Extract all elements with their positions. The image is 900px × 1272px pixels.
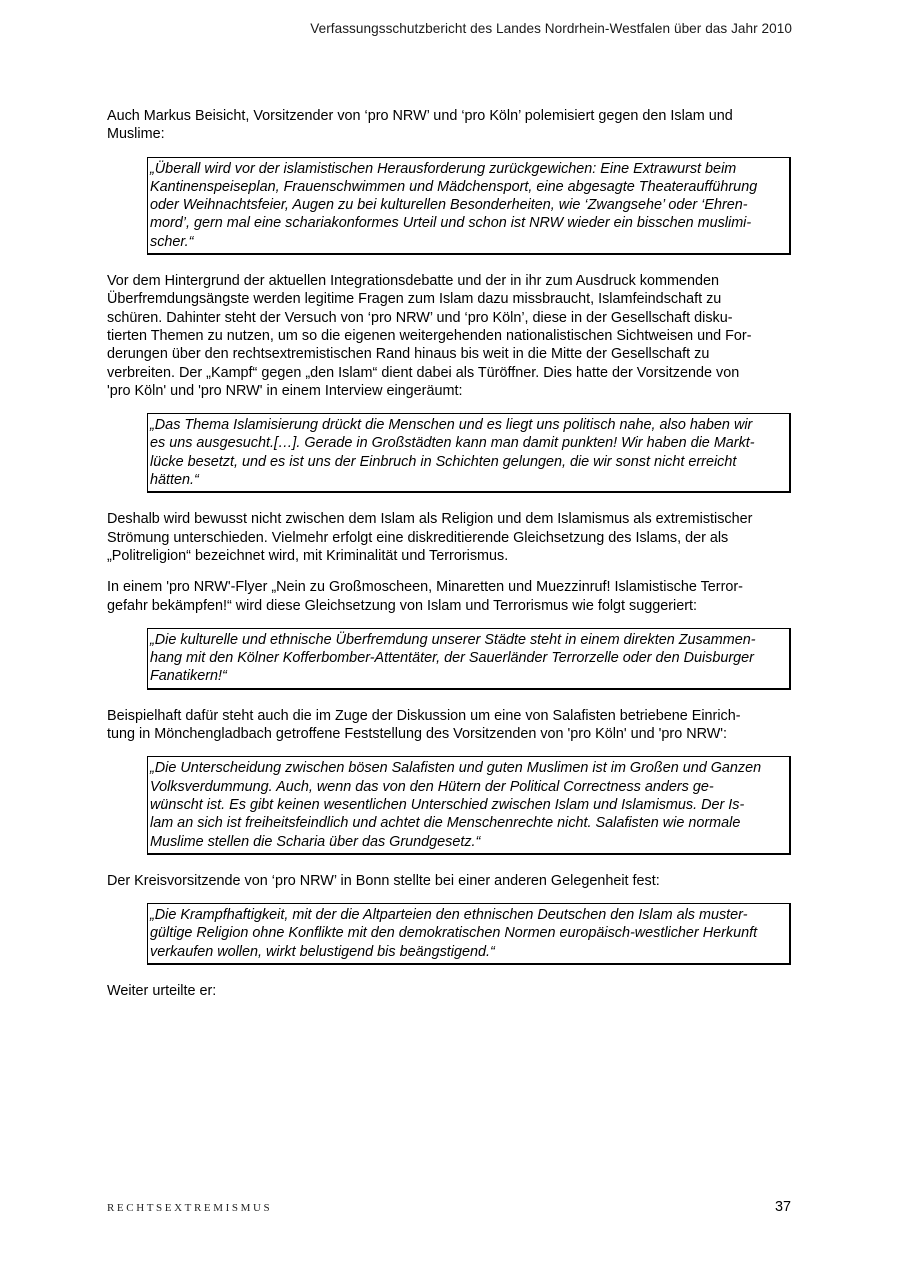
quote-line: es uns ausgesucht.[…]. Gerade in Großstädten kann man damit punkten! Wir haben die Markt- <box>150 435 755 452</box>
quote-line: lam an sich ist freiheitsfeindlich und achtet die Menschenrechte nicht. Salafisten wie normale <box>150 815 741 832</box>
quote-line: „Die Unterscheidung zwischen bösen Salafisten und guten Muslimen ist im Großen und Ganzen <box>150 760 762 777</box>
text-line: Überfremdungsängste werden legitime Fragen zum Islam dazu missbraucht, Islamfeindschaft zu <box>107 291 722 308</box>
page-body <box>107 107 790 1013</box>
text-line: Strömung unterschieden. Vielmehr erfolgt eine diskreditierende Gleichsetzung des Islams, der als <box>107 529 729 546</box>
paragraph-gleichsetzung <box>107 510 790 565</box>
quote-line: „Überall wird vor der islamistischen Herausforderung zurückgewichen: Eine Extrawurst beim <box>150 160 737 177</box>
text-line: Muslime: <box>107 126 165 143</box>
text-line: Beispielhaft dafür steht auch die im Zuge der Diskussion um eine von Salafisten betriebene Einrich- <box>107 707 741 724</box>
quote-line: Fanatikern!“ <box>150 668 227 685</box>
paragraph-flyer <box>107 578 790 615</box>
paragraph-salafisten <box>107 707 790 744</box>
quote-line: „Die kulturelle und ethnische Überfremdung unserer Städte steht in einem direkten Zusammen- <box>150 631 756 648</box>
quote-line: lücke besetzt, und es ist uns der Einbruch in Schichten gelungen, die wir sonst nicht erreicht <box>150 453 737 470</box>
page-number: 37 <box>774 1199 791 1215</box>
quote-line: „Die Krampfhaftigkeit, mit der die Altparteien den ethnischen Deutschen den Islam als muster- <box>150 907 748 924</box>
text-line: gefahr bekämpfen!“ wird diese Gleichsetzung von Islam und Terrorismus wie folgt suggeriert: <box>107 597 698 614</box>
quote-box-ueberfremdung <box>147 628 791 690</box>
running-header: Verfassungsschutzbericht des Landes Nordrhein-Westfalen über das Jahr 2010 <box>310 21 792 36</box>
quote-box-islamisierung <box>147 413 791 493</box>
quote-box-unterscheidung <box>147 756 791 854</box>
text-line: 'pro Köln' und 'pro NRW' in einem Interview eingeräumt: <box>107 382 463 399</box>
quote-box-krampfhaftigkeit <box>147 903 791 965</box>
paragraph-weiter <box>107 982 790 1000</box>
quote-line: mord’, gern mal eine schariakonformes Urteil und schon ist NRW wieder ein bisschen muslimi- <box>150 215 752 232</box>
quote-line: gültige Religion ohne Konflikte mit den demokratischen Normen europäisch-westlicher Herkunft <box>150 925 758 942</box>
text-line: Der Kreisvorsitzende von ‘pro NRW’ in Bonn stellte bei einer anderen Gelegenheit fest: <box>107 872 660 889</box>
text-line: schüren. Dahinter steht der Versuch von ‘pro NRW’ und ‘pro Köln’, diese in der Gesellschaft disku- <box>107 309 733 326</box>
text-line: Auch Markus Beisicht, Vorsitzender von ‘pro NRW’ und ‘pro Köln’ polemisiert gegen den Islam und <box>107 108 733 124</box>
text-line: Weiter urteilte er: <box>107 982 217 999</box>
text-line: Deshalb wird bewusst nicht zwischen dem Islam als Religion und dem Islamismus als extremistischer <box>107 511 753 528</box>
quote-line: Volksverdummung. Auch, wenn das von den Hütern der Political Correctness anders ge- <box>150 778 714 795</box>
paragraph-beisicht <box>107 107 790 144</box>
quote-line: Kantinenspeiseplan, Frauenschwimmen und Mädchensport, eine abgesagte Theateraufführung <box>150 178 758 195</box>
text-line: tierten Themen zu nutzen, um so die eigenen weitergehenden nationalistischen Sichtweisen und For- <box>107 327 752 344</box>
quote-line: Muslime stellen die Scharia über das Grundgesetz.“ <box>150 833 481 850</box>
quote-line: scher.“ <box>150 233 194 250</box>
text-line: In einem 'pro NRW'-Flyer „Nein zu Großmoscheen, Minaretten und Muezzinruf! Islamistische Terror- <box>107 579 743 596</box>
paragraph-integrationsdebatte <box>107 272 790 400</box>
text-line: derungen über den rechtsextremistischen Rand hinaus bis weit in die Mitte der Gesellschaft zu <box>107 346 710 363</box>
text-line: verbreiten. Der „Kampf“ gegen „den Islam“ dient dabei als Türöffner. Dies hatte der Vorsitzende von <box>107 364 740 381</box>
quote-line: oder Weihnachtsfeier, Augen zu bei kulturellen Besonderheiten, wie ‘Zwangsehe’ oder ‘Ehren- <box>150 197 748 214</box>
quote-line: „Das Thema Islamisierung drückt die Menschen und es liegt uns politisch nahe, also haben wir <box>150 417 753 434</box>
paragraph-kreisvorsitzende <box>107 872 790 890</box>
quote-line: hätten.“ <box>150 472 199 489</box>
text-line: tung in Mönchengladbach getroffene Feststellung des Vorsitzenden von 'pro Köln' und 'pro NRW': <box>107 726 728 743</box>
quote-line: hang mit den Kölner Kofferbomber-Attentäter, der Sauerländer Terrorzelle oder den Duisburger <box>150 650 754 667</box>
footer-section-label: RECHTSEXTREMISMUS <box>107 1202 273 1214</box>
quote-line: verkaufen wollen, wirkt belustigend bis beängstigend.“ <box>150 943 495 960</box>
quote-line: wünscht ist. Es gibt keinen wesentlichen Unterschied zwischen Islam und Islamismus. Der Is- <box>150 796 745 813</box>
quote-box-ueberall <box>147 157 791 255</box>
text-line: „Politreligion“ bezeichnet wird, mit Kriminalität und Terrorismus. <box>107 547 509 564</box>
text-line: Vor dem Hintergrund der aktuellen Integrationsdebatte und der in ihr zum Ausdruck kommenden <box>107 273 719 290</box>
